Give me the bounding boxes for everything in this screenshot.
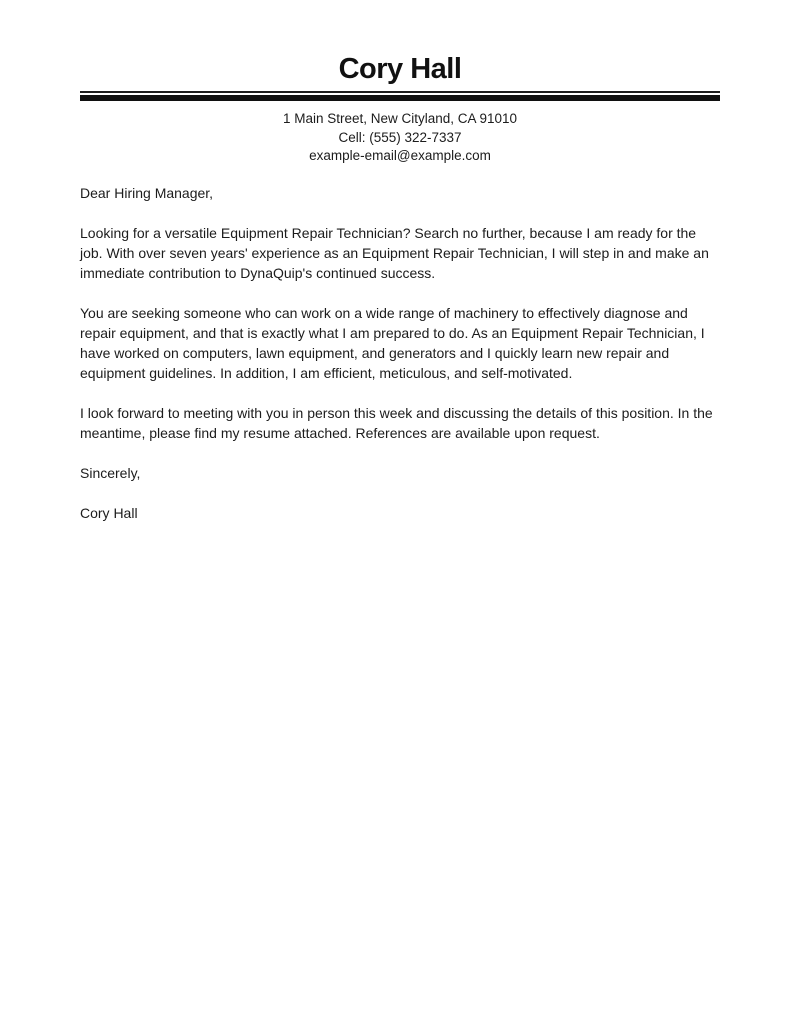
header-divider-rule xyxy=(80,91,720,101)
closing-salutation: Sincerely, xyxy=(80,464,141,481)
paragraph-skills: You are seeking someone who can work on a wide range of machinery to effectively diagnose and repair equipment, and that is exactly what I am prepared to do. As an Equipment Repair Technician, I have worked on computers, lawn equipment, and generators and I quickly learn new repair and equipment guidelines. In addition, I am efficient, meticulous, and self-motivated. xyxy=(80,304,705,381)
contact-phone: Cell: (555) 322-7337 xyxy=(338,129,462,145)
contact-email: example-email@example.com xyxy=(309,148,491,163)
signature-name: Cory Hall xyxy=(80,504,138,521)
letter-body xyxy=(80,183,720,523)
letter-author-name: Cory Hall xyxy=(338,53,462,85)
salutation: Dear Hiring Manager, xyxy=(80,184,214,201)
paragraph-closing: I look forward to meeting with you in person this week and discussing the details of this position. In the meantime, please find my resume attached. References are available upon request. xyxy=(80,404,713,441)
contact-address: 1 Main Street, New Cityland, CA 91010 xyxy=(282,111,518,126)
paragraph-intro: Looking for a versatile Equipment Repair Technician? Search no further, because I am ready for the job. With over seven years' experience as an Equipment Repair Technician, I will step in and make an immediate contribution to DynaQuip's continued success. xyxy=(80,224,709,281)
contact-block xyxy=(80,110,720,166)
